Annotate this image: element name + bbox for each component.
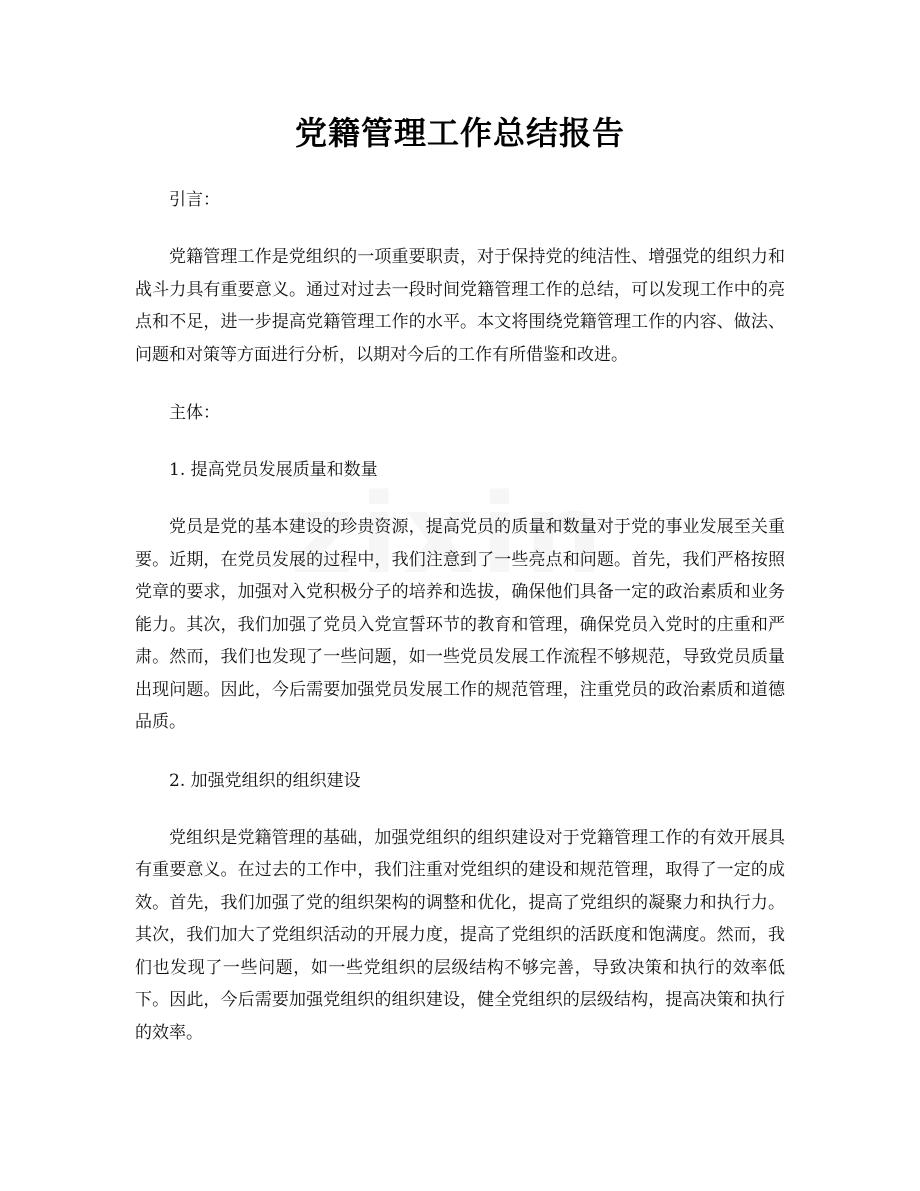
- document-title: 党籍管理工作总结报告: [294, 114, 625, 152]
- body-label: 主体：: [169, 403, 220, 423]
- intro-paragraph: 党籍管理工作是党组织的一项重要职责，对于保持党的纯洁性、增强党的组织力和战斗力具有重要意义。通过对过去一段时间党籍管理工作的总结，可以发现工作中的亮点和不足，进一步提高党籍管理工作的水平。本文将围绕党籍管理工作的内容、做法、问题和对策等方面进行分析，以期对今后的工作有所借鉴和改进。: [135, 247, 785, 365]
- section-paragraph-1: 党员是党的基本建设的珍贵资源，提高党员的质量和数量对于党的事业发展至关重要。近期，在党员发展的过程中，我们注意到了一些亮点和问题。首先，我们严格按照党章的要求，加强对入党积极分子的培养和选拔，确保他们具备一定的政治素质和业务能力。其次，我们加强了党员入党宣誓环节的教育和管理，确保党员入党时的庄重和严肃。然而，我们也发现了一些问题，如一些党员发展工作流程不够规范，导致党员质量出现问题。因此，今后需要加强党员发展工作的规范管理，注重党员的政治素质和道德品质。: [135, 517, 785, 732]
- document-body: [135, 184, 785, 1075]
- section-heading-1: 1. 提高党员发展质量和数量: [169, 460, 378, 480]
- intro-label: 引言：: [169, 190, 220, 210]
- section-heading-2: 2. 加强党组织的组织建设: [169, 770, 361, 791]
- section-paragraph-2: 党组织是党籍管理的基础，加强党组织的组织建设对于党籍管理工作的有效开展具有重要意义。在过去的工作中，我们注重对党组织的建设和规范管理，取得了一定的成效。首先，我们加强了党的组织架构的调整和优化，提高了党组织的凝聚力和执行力。其次，我们加大了党组织活动的开展力度，提高了党组织的活跃度和饱满度。然而，我们也发现了一些问题，如一些党组织的层级结构不够完善，导致决策和执行的效率低下。因此，今后需要加强党组织的组织建设，健全党组织的层级结构，提高决策和执行的效率。: [135, 827, 785, 1043]
